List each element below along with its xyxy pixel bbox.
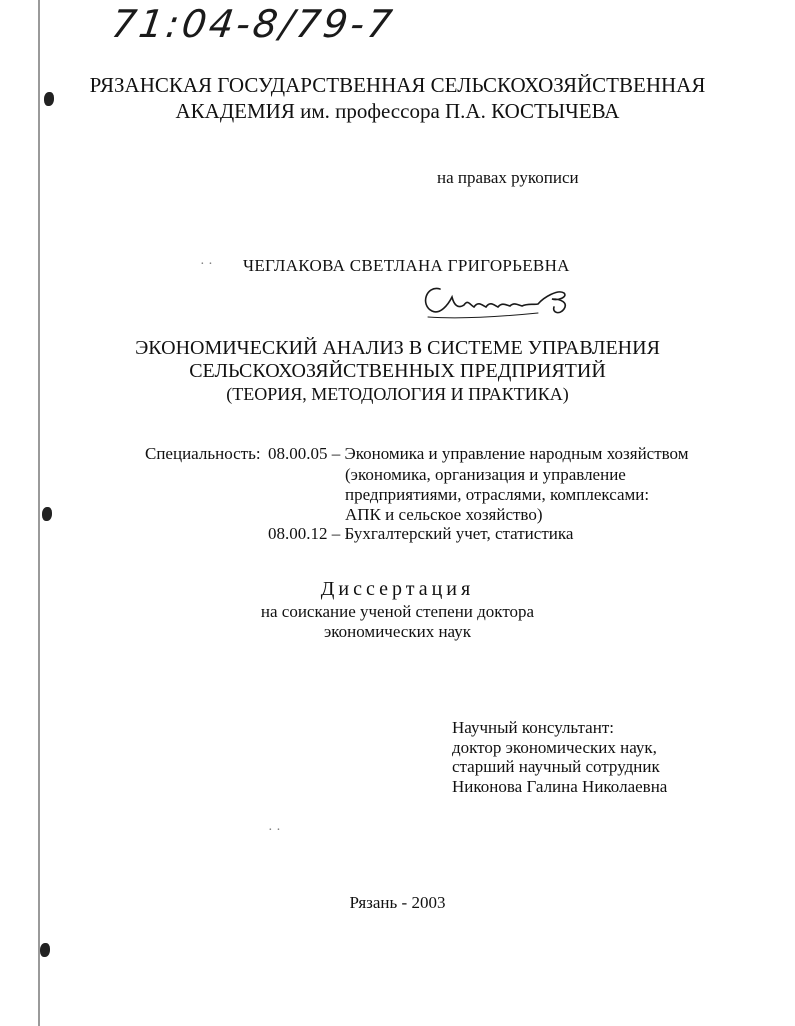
consultant-name: Никонова Галина Николаевна: [452, 777, 668, 796]
specialty-desc-line: АПК и сельское хозяйство): [345, 505, 543, 524]
consultant-label: Научный консультант:: [452, 718, 614, 737]
punch-hole-mark: [42, 507, 52, 521]
manuscript-note: на правах рукописи: [437, 168, 579, 187]
specialty-desc-line: предприятиями, отраслями, комплексами:: [345, 485, 650, 504]
degree-line1: на соискание ученой степени доктора: [260, 602, 535, 621]
specialty-desc-line: (экономика, организация и управление: [345, 465, 626, 484]
specialty-code-2: 08.00.12 – Бухгалтерский учет, статистика: [268, 524, 574, 543]
scan-dots: · ·: [268, 823, 281, 838]
author-name: ЧЕГЛАКОВА СВЕТЛАНА ГРИГОРЬЕВНА: [243, 256, 570, 275]
consultant-degree: доктор экономических наук,: [452, 738, 657, 757]
dissertation-title-line2: СЕЛЬСКОХОЗЯЙСТВЕННЫХ ПРЕДПРИЯТИЙ: [189, 360, 606, 382]
registry-code-handwritten: 71:04-8/79-7: [108, 2, 398, 46]
consultant-position: старший научный сотрудник: [452, 757, 660, 776]
dissertation-title-line1: ЭКОНОМИЧЕСКИЙ АНАЛИЗ В СИСТЕМЕ УПРАВЛЕНИЯ: [135, 337, 660, 359]
institution-name-line1: РЯЗАНСКАЯ ГОСУДАРСТВЕННАЯ СЕЛЬСКОХОЗЯЙСТВЕННАЯ: [89, 73, 706, 97]
work-type: Диссертация: [320, 578, 475, 600]
punch-hole-mark: [40, 943, 50, 957]
institution-name-line2: АКАДЕМИЯ им. профессора П.А. КОСТЫЧЕВА: [175, 99, 620, 123]
specialty-label: Специальность:: [145, 444, 261, 463]
scan-dots: · ·: [200, 257, 213, 272]
specialty-code-1: 08.00.05 – Экономика и управление народным хозяйством: [268, 444, 689, 463]
dissertation-title-line3: (ТЕОРИЯ, МЕТОДОЛОГИЯ И ПРАКТИКА): [226, 384, 569, 404]
degree-line2: экономических наук: [323, 622, 472, 641]
author-signature: [418, 275, 598, 323]
city-year: Рязань - 2003: [349, 893, 446, 912]
page-margin-line: [38, 0, 40, 1026]
